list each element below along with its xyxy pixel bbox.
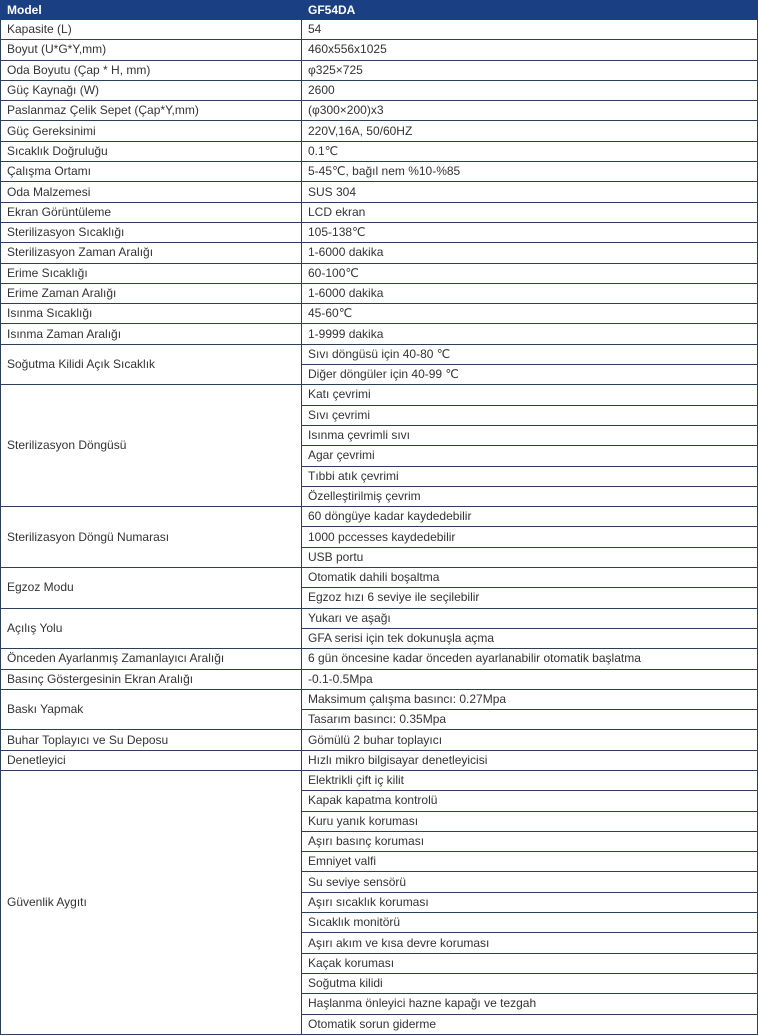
table-row: [1, 182, 758, 202]
spec-value: 460x556x1025: [302, 40, 758, 60]
table-row: [1, 750, 758, 770]
spec-table-body: [1, 20, 758, 1035]
spec-value: φ325×725: [302, 60, 758, 80]
spec-value: Maksimum çalışma basıncı: 0.27Mpa: [302, 689, 758, 709]
spec-label: Güvenlik Aygıtı: [1, 770, 302, 1034]
spec-value: Gömülü 2 buhar toplayıcı: [302, 730, 758, 750]
spec-value: Isınma çevrimli sıvı: [302, 425, 758, 445]
spec-label: Güç Kaynağı (W): [1, 80, 302, 100]
spec-label: Basınç Göstergesinin Ekran Aralığı: [1, 669, 302, 689]
spec-value: Elektrikli çift iç kilit: [302, 770, 758, 790]
spec-value: 220V,16A, 50/60HZ: [302, 121, 758, 141]
spec-value: Emniyet valfi: [302, 852, 758, 872]
spec-label: Erime Zaman Aralığı: [1, 283, 302, 303]
spec-value: USB portu: [302, 547, 758, 567]
table-row: [1, 222, 758, 242]
spec-value: 54: [302, 20, 758, 40]
spec-table-header: [1, 1, 758, 20]
table-row: [1, 669, 758, 689]
spec-value: Yukarı ve aşağı: [302, 608, 758, 628]
header-model-value: GF54DA: [302, 1, 758, 20]
spec-label: Sterilizasyon Döngü Numarası: [1, 507, 302, 568]
header-row: [1, 1, 758, 20]
spec-label: Boyut (U*G*Y,mm): [1, 40, 302, 60]
spec-value: Sıcaklık monitörü: [302, 913, 758, 933]
spec-value: 5-45℃, bağıl nem %10-%85: [302, 162, 758, 182]
spec-value: -0.1-0.5Mpa: [302, 669, 758, 689]
spec-label: Önceden Ayarlanmış Zamanlayıcı Aralığı: [1, 649, 302, 669]
spec-value: 1-6000 dakika: [302, 283, 758, 303]
spec-value: LCD ekran: [302, 202, 758, 222]
table-row: [1, 649, 758, 669]
spec-value: 105-138℃: [302, 222, 758, 242]
table-row: [1, 283, 758, 303]
spec-label: Sterilizasyon Sıcaklığı: [1, 222, 302, 242]
spec-value: 0.1℃: [302, 141, 758, 161]
spec-label: Çalışma Ortamı: [1, 162, 302, 182]
spec-value: 60-100℃: [302, 263, 758, 283]
spec-value: GFA serisi için tek dokunuşla açma: [302, 628, 758, 648]
spec-label: Sıcaklık Doğruluğu: [1, 141, 302, 161]
spec-value: Haşlanma önleyici hazne kapağı ve tezgah: [302, 994, 758, 1014]
spec-label: Kapasite (L): [1, 20, 302, 40]
spec-value: Otomatik dahili boşaltma: [302, 568, 758, 588]
spec-label: Güç Gereksinimi: [1, 121, 302, 141]
spec-label: Sterilizasyon Döngüsü: [1, 385, 302, 507]
spec-label: Erime Sıcaklığı: [1, 263, 302, 283]
spec-value: 6 gün öncesine kadar önceden ayarlanabilir otomatik başlatma: [302, 649, 758, 669]
spec-value: Soğutma kilidi: [302, 973, 758, 993]
table-row: [1, 121, 758, 141]
spec-value: Tasarım basıncı: 0.35Mpa: [302, 710, 758, 730]
spec-value: Katı çevrimi: [302, 385, 758, 405]
table-row: [1, 80, 758, 100]
spec-value: (φ300×200)x3: [302, 101, 758, 121]
table-row: [1, 608, 758, 628]
table-row: [1, 568, 758, 588]
spec-label: Paslanmaz Çelik Sepet (Çap*Y,mm): [1, 101, 302, 121]
spec-label: Baskı Yapmak: [1, 689, 302, 730]
spec-label: Ekran Görüntüleme: [1, 202, 302, 222]
spec-value: Kapak kapatma kontrolü: [302, 791, 758, 811]
table-row: [1, 243, 758, 263]
spec-label: Sterilizasyon Zaman Aralığı: [1, 243, 302, 263]
table-row: [1, 40, 758, 60]
table-row: [1, 507, 758, 527]
spec-label: Egzoz Modu: [1, 568, 302, 609]
spec-value: Hızlı mikro bilgisayar denetleyicisi: [302, 750, 758, 770]
spec-label: Isınma Zaman Aralığı: [1, 324, 302, 344]
spec-value: Aşırı basınç koruması: [302, 831, 758, 851]
spec-label: Oda Malzemesi: [1, 182, 302, 202]
spec-value: 1-9999 dakika: [302, 324, 758, 344]
table-row: [1, 202, 758, 222]
spec-value: Kuru yanık koruması: [302, 811, 758, 831]
spec-label: Denetleyici: [1, 750, 302, 770]
spec-value: Tıbbi atık çevrimi: [302, 466, 758, 486]
table-row: [1, 162, 758, 182]
spec-value: Özelleştirilmiş çevrim: [302, 486, 758, 506]
spec-value: Aşırı sıcaklık koruması: [302, 892, 758, 912]
spec-label: Soğutma Kilidi Açık Sıcaklık: [1, 344, 302, 385]
table-row: [1, 385, 758, 405]
spec-value: Su seviye sensörü: [302, 872, 758, 892]
spec-label: Açılış Yolu: [1, 608, 302, 649]
spec-value: Kaçak koruması: [302, 953, 758, 973]
spec-value: 1-6000 dakika: [302, 243, 758, 263]
spec-value: Sıvı çevrimi: [302, 405, 758, 425]
spec-value: 60 döngüye kadar kaydedebilir: [302, 507, 758, 527]
spec-value: Sıvı döngüsü için 40-80 ℃: [302, 344, 758, 364]
spec-value: 45-60℃: [302, 304, 758, 324]
table-row: [1, 770, 758, 790]
spec-value: 1000 pccesses kaydedebilir: [302, 527, 758, 547]
spec-value: 2600: [302, 80, 758, 100]
table-row: [1, 101, 758, 121]
table-row: [1, 730, 758, 750]
table-row: [1, 324, 758, 344]
header-model-label: Model: [1, 1, 302, 20]
spec-value: Diğer döngüler için 40-99 ℃: [302, 365, 758, 385]
table-row: [1, 344, 758, 364]
spec-label: Buhar Toplayıcı ve Su Deposu: [1, 730, 302, 750]
table-row: [1, 304, 758, 324]
table-row: [1, 20, 758, 40]
table-row: [1, 689, 758, 709]
spec-value: SUS 304: [302, 182, 758, 202]
spec-value: Otomatik sorun giderme: [302, 1014, 758, 1034]
spec-label: Oda Boyutu (Çap * H, mm): [1, 60, 302, 80]
spec-label: Isınma Sıcaklığı: [1, 304, 302, 324]
spec-value: Egzoz hızı 6 seviye ile seçilebilir: [302, 588, 758, 608]
table-row: [1, 263, 758, 283]
table-row: [1, 60, 758, 80]
spec-value: Aşırı akım ve kısa devre koruması: [302, 933, 758, 953]
spec-value: Agar çevrimi: [302, 446, 758, 466]
table-row: [1, 141, 758, 161]
